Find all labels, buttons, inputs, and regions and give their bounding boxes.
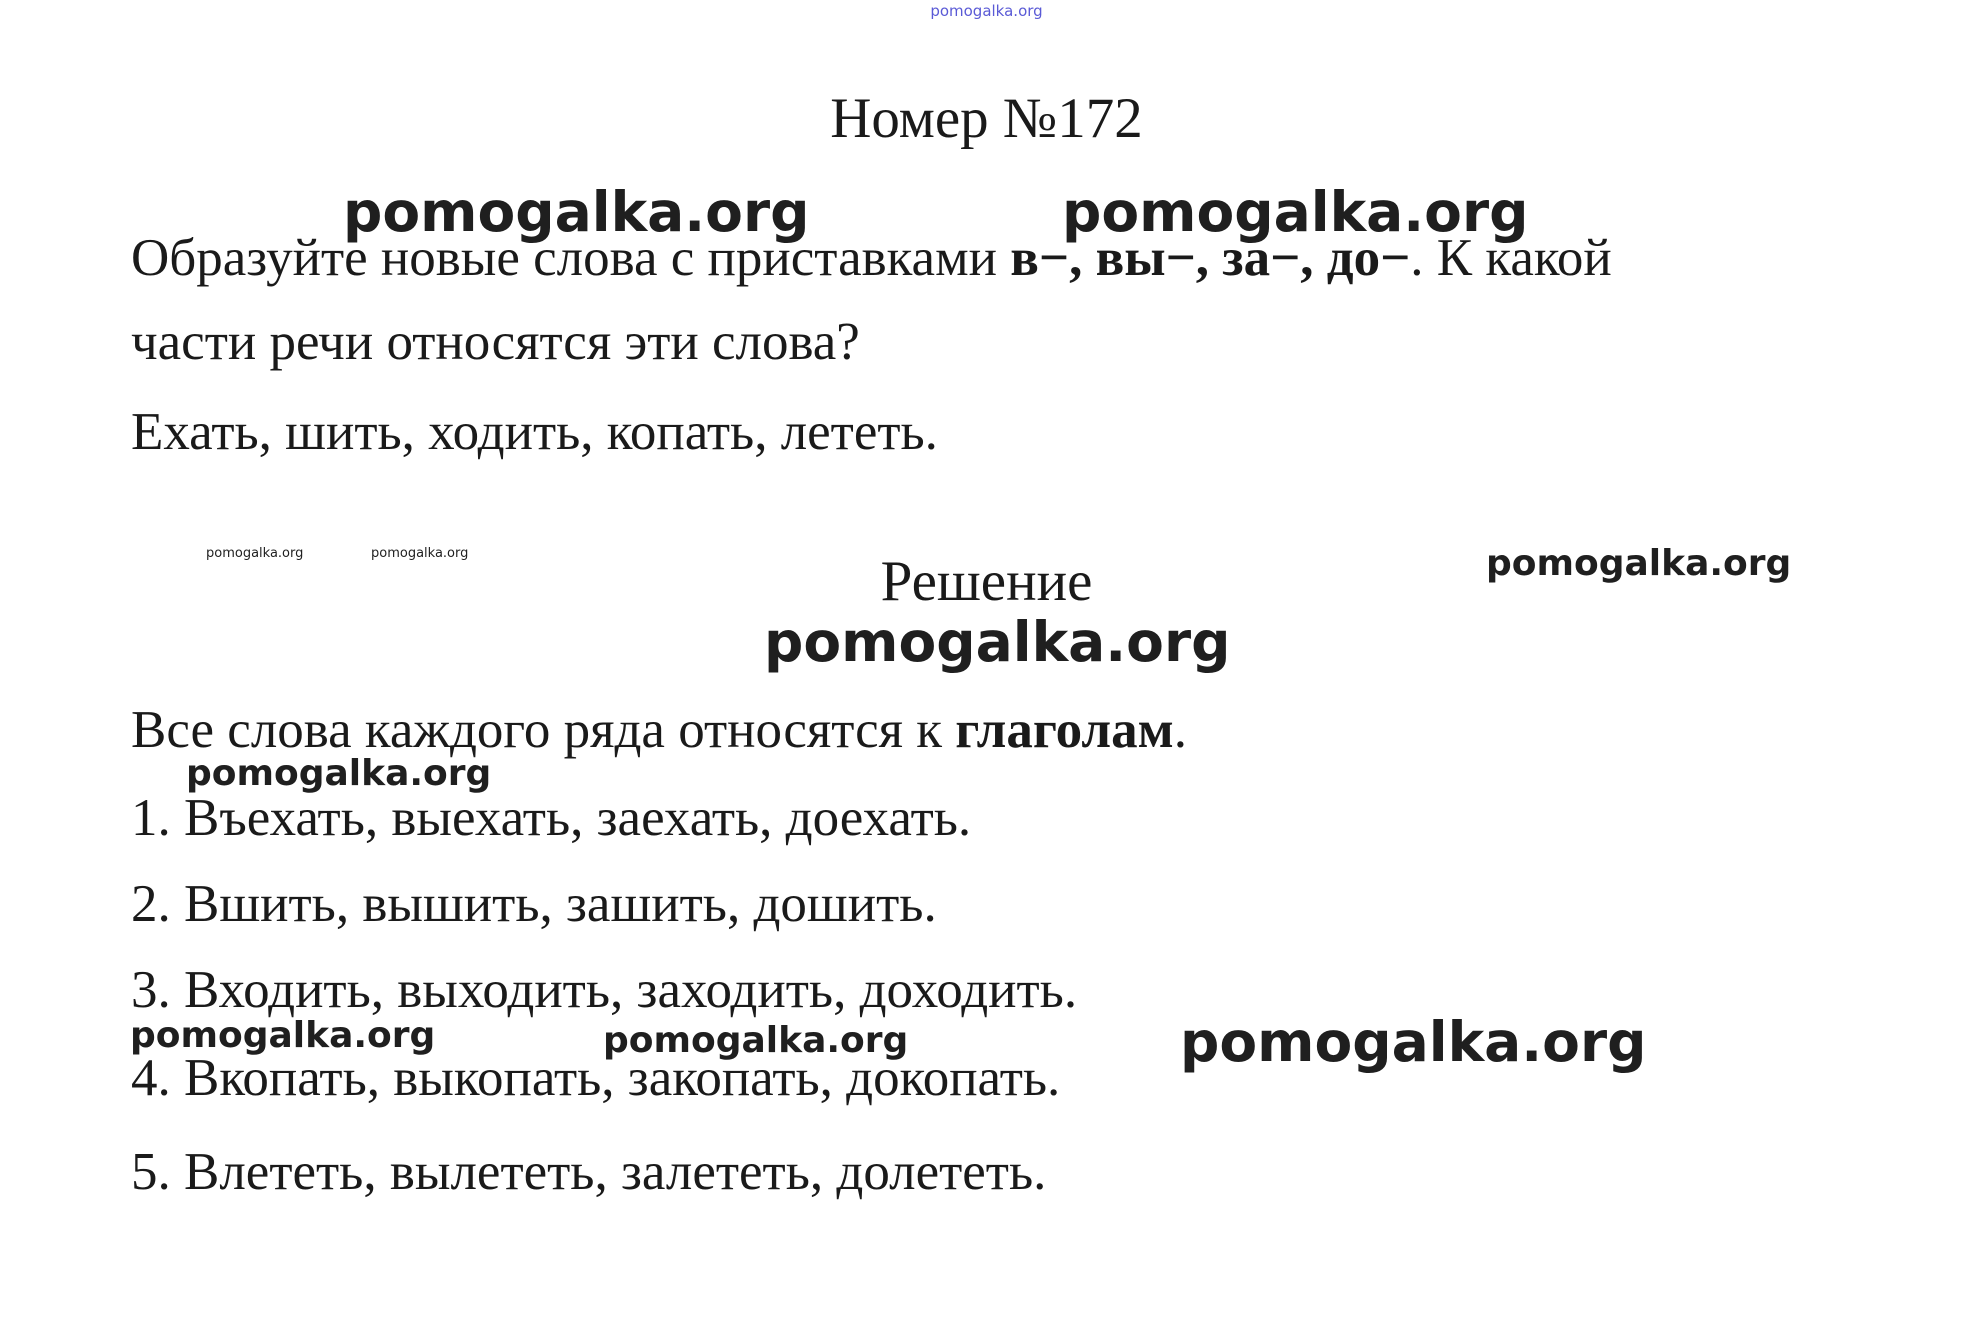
answer-item-3: 3. Входить, выходить, заходить, доходить. [131,961,1078,1019]
watermark: pomogalka.org [1180,1010,1647,1074]
watermark: pomogalka.org [186,753,492,794]
answer-item-5: 5. Влететь, вылететь, залететь, долететь. [131,1143,1047,1201]
task-words: Ехать, шить, ходить, копать, лететь. [131,403,938,461]
watermark: pomogalka.org [371,546,469,561]
watermark: pomogalka.org [343,180,810,244]
task-line-1-text: Образуйте новые слова с приставками [131,229,1011,287]
watermark: pomogalka.org [1486,543,1792,584]
answer-highlight: глаголам [955,701,1174,759]
task-prefixes: в−, вы−, за−, до− [1010,229,1411,287]
page-title: Номер №172 [830,87,1143,150]
answer-item-2: 2. Вшить, вышить, зашить, дошить. [131,875,937,933]
answer-item-1: 1. Въехать, выехать, заехать, доехать. [131,789,972,847]
solution-title: Решение [880,550,1093,613]
task-line-2: части речи относятся эти слова? [131,313,860,371]
watermark: pomogalka.org [764,610,1231,674]
answer-intro-text: Все слова каждого ряда относятся к [131,701,956,759]
task-line-1-tail: . К какой [1410,229,1612,287]
header-site-link[interactable]: pomogalka.org [930,2,1043,20]
answer-item-4: 4. Вкопать, выкопать, закопать, докопать. [131,1049,1061,1107]
watermark: pomogalka.org [206,546,304,561]
answer-intro-tail: . [1173,701,1187,759]
watermark: pomogalka.org [603,1020,909,1061]
watermark: pomogalka.org [1062,180,1529,244]
watermark: pomogalka.org [130,1015,436,1056]
